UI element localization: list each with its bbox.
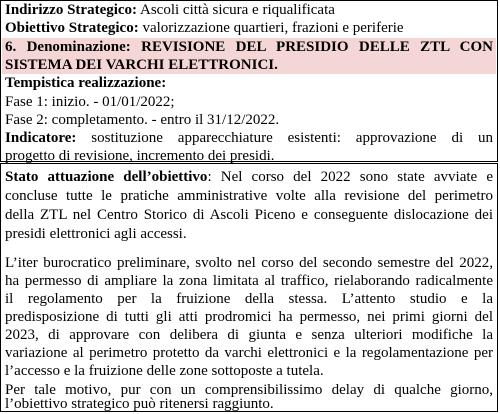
denominazione-title-2: SISTEMA DEI VARCHI ELETTRONICI.	[5, 57, 278, 73]
indicatore-label: Indicatore:	[5, 130, 77, 146]
indicatore-line-1	[5, 129, 493, 148]
obiettivo-row	[5, 19, 404, 38]
denominazione-line-1	[5, 38, 493, 57]
denominazione-line-2	[5, 56, 278, 75]
p2-line-1: L’iter burocratico preliminare, svolto nel corso del secondo semestre del 2022,	[5, 255, 493, 271]
p3-line-1: Per tale motivo, pur con un comprensibilissimo delay di qualche giorno,	[5, 382, 493, 398]
objective-summary-box	[0, 0, 498, 162]
indirizzo-row	[5, 1, 335, 20]
p2-line-4: predisposizione di tutti gli atti prodromici ha permesso, nei primi giorni del	[5, 309, 493, 325]
tempistica-row	[5, 74, 166, 93]
denominazione-title-1: REVISIONE DEL PRESIDIO DELLE ZTL CON	[141, 39, 493, 55]
p1-line-1	[5, 168, 493, 187]
stato-label: Stato attuazione dell’obiettivo	[5, 169, 208, 185]
p3-line-2: l’obiettivo strategico può ritenersi raggiunto.	[5, 396, 274, 412]
indicatore-line-2: progetto di revisione, incremento dei presidi.	[5, 148, 275, 164]
status-box	[0, 163, 498, 412]
indirizzo-value: Ascoli città sicura e riqualificata	[140, 2, 335, 18]
p2-line-2: ha permesso di ampliare la zona limitata al traffico, rielaborando radicalmente	[5, 273, 493, 289]
fase-2: Fase 2: completamento. - entro il 31/12/2022.	[5, 112, 280, 128]
denominazione-label: 6. Denominazione:	[5, 39, 131, 55]
indirizzo-label: Indirizzo Strategico:	[5, 2, 138, 18]
tempistica-label: Tempistica realizzazione:	[5, 75, 167, 91]
p2-line-7: l’accesso e la fruizione delle zone sottoposte a tutela.	[5, 363, 324, 379]
obiettivo-value: valorizzazione quartieri, frazioni e periferie	[142, 20, 404, 36]
p2-line-3: il regolamento per la fruizione della stessa. L’attento studio e la	[5, 291, 493, 307]
p2-line-5: 2023, di approvare con delibera di giunta e senza ulteriori modifiche la	[5, 327, 493, 343]
p2-line-6: variazione al perimetro protetto da varchi elettronici e la regolamentazione per	[5, 345, 493, 361]
p1-text-1: : Nel corso del 2022 sono state avviate e	[207, 169, 493, 185]
indicatore-text-1: sostituzione apparecchiature esistenti: approvazione di un	[91, 130, 493, 146]
p1-line-3: della ZTL nel Centro Storico di Ascoli Piceno e conseguente dislocazione dei	[5, 207, 493, 223]
fase-1: Fase 1: inizio. - 01/01/2022;	[5, 94, 175, 110]
obiettivo-label: Obiettivo Strategico:	[5, 20, 139, 36]
p1-line-2: concluse tutte le pratiche amministrative volte alla revisione del perimetro	[5, 188, 493, 204]
p1-line-4: presidi elettronici agli accessi.	[5, 226, 187, 242]
